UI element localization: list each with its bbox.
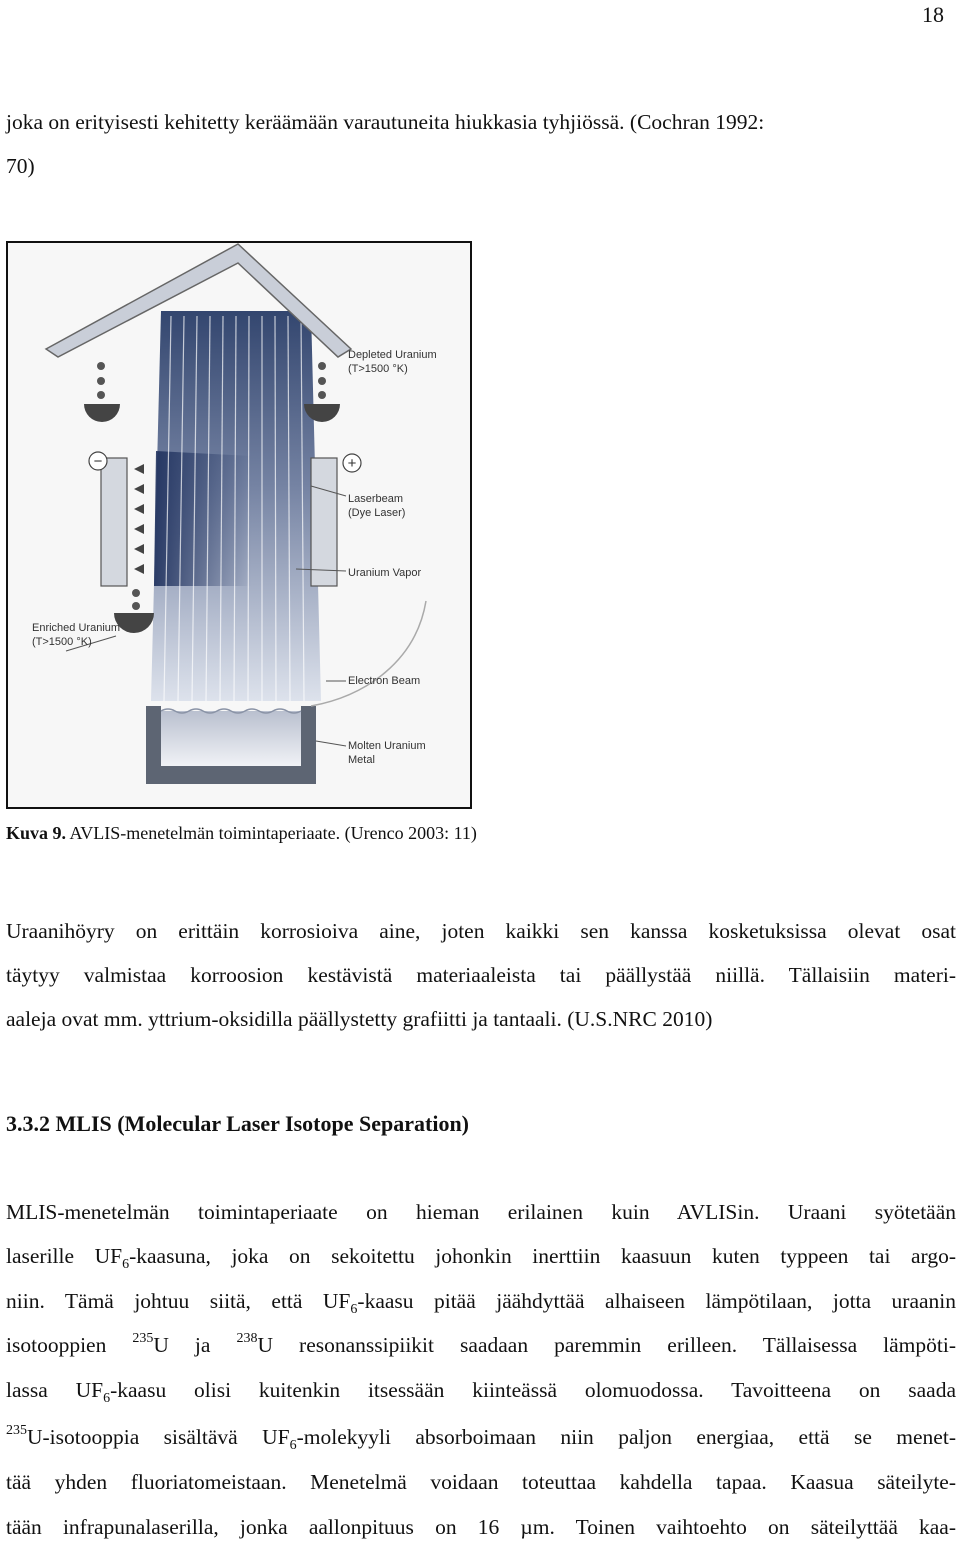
- para1-line-2: täytyy valmistaa korroosion kestävistä materiaaleista tai päällystää niillä. Tällaisiin materi-: [6, 963, 956, 987]
- avlis-diagram: [6, 241, 472, 809]
- negative-plate: [101, 458, 127, 586]
- caption-text: AVLIS-menetelmän toimintaperiaate.: [69, 823, 341, 843]
- molten-uranium: [161, 711, 301, 766]
- para2-line-7: tää yhden fluoriatomeistaan. Menetelmä voidaan toteuttaa kahdella tapaa. Kaasua säteilyte-: [6, 1470, 956, 1494]
- svg-text:+: +: [347, 455, 357, 472]
- para2-line-3: niin. Tämä johtuu siitä, että $UF_6$-kaasu pitää jäähdyttää alhaiseen lämpötilaan, jotta uraanin: [6, 1289, 956, 1317]
- page-number: 18: [922, 2, 944, 27]
- positive-plate: [311, 458, 337, 586]
- label-metal: Metal: [348, 754, 375, 766]
- label-dye-laser: (Dye Laser): [348, 507, 406, 519]
- para1-line-3: aaleja ovat mm. yttrium-oksidilla päällystetty grafiitti ja tantaali. (U.S.NRC 2010): [6, 1007, 713, 1031]
- para2-line-1: MLIS-menetelmän toimintaperiaate on hieman erilainen kuin AVLISin. Uraani syötetään: [6, 1200, 956, 1224]
- para1-line-1: Uraanihöyry on erittäin korrosioiva aine, joten kaikki sen kanssa kosketuksissa olevat osat: [6, 919, 956, 943]
- label-enriched-uranium: Enriched Uranium: [32, 622, 121, 634]
- label-molten-uranium: Molten Uranium: [348, 740, 426, 752]
- para2-line-6: $^{235}$U-isotooppia sisältävä $UF_6$-molekyyli absorboimaan niin paljon energiaa, että se menet-: [6, 1423, 956, 1453]
- label-depleted-temp: (T>1500 °K): [348, 363, 408, 375]
- label-enriched-temp: (T>1500 °K): [32, 636, 92, 648]
- intro-line-2: 70): [6, 154, 35, 178]
- figure-caption: [6, 823, 477, 844]
- label-depleted-uranium: Depleted Uranium: [348, 349, 437, 361]
- intro-line-1: joka on erityisesti kehitetty keräämään varautuneita hiukkasia tyhjiössä. (Cochran 1992:: [6, 110, 765, 134]
- caption-source: (Urenco 2003: 11): [344, 823, 477, 843]
- para2-line-4: isotooppien $^{235}$U ja $^{238}$U resonanssipiikit saadaan paremmin erilleen. Tällaisessa lämpöti-: [6, 1331, 956, 1357]
- para2-line-2: laserille $UF_6$-kaasuna, joka on sekoitettu johonkin inerttiin kaasuun kuten typpeen tai argo-: [6, 1244, 956, 1272]
- label-electron-beam: Electron Beam: [348, 675, 421, 687]
- para2-line-5: lassa $UF_6$-kaasu olisi kuitenkin itsessään kiinteässä olomuodossa. Tavoitteena on saada: [6, 1378, 956, 1406]
- section-heading: 3.3.2 MLIS (Molecular Laser Isotope Separation): [6, 1111, 469, 1136]
- para2-line-8: tään infrapunalaserilla, jonka aallonpituus on 16 µm. Toinen vaihtoehto on säteilyttää kaa-: [6, 1515, 956, 1539]
- caption-label: Kuva 9.: [6, 823, 67, 843]
- label-uranium-vapor: Uranium Vapor: [348, 567, 422, 579]
- svg-text:−: −: [93, 453, 103, 470]
- label-laserbeam: Laserbeam: [348, 493, 404, 505]
